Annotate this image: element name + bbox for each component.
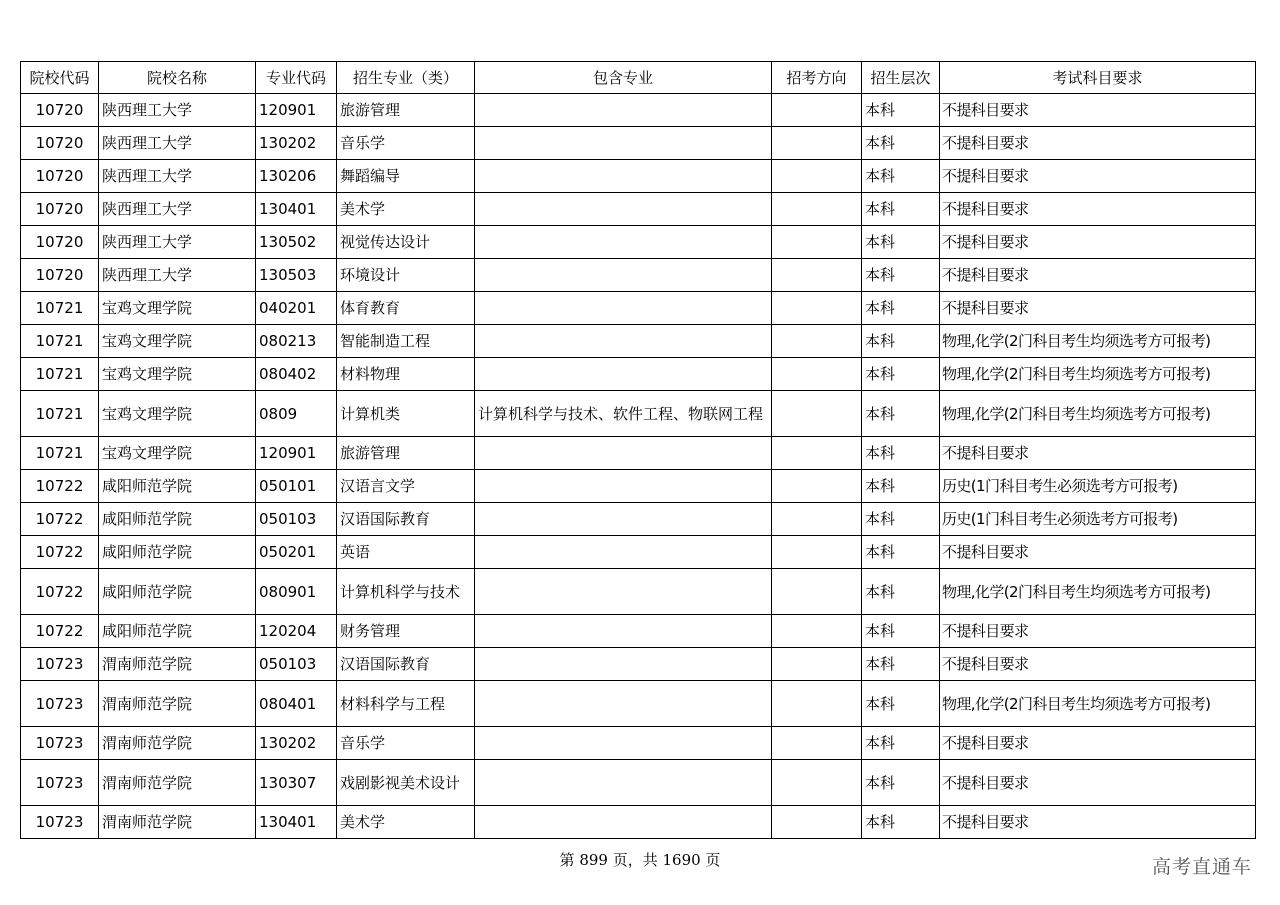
cell-school-name: 宝鸡文理学院: [99, 358, 256, 391]
header-level: 招生层次: [862, 62, 940, 94]
cell-direction: [772, 292, 862, 325]
cell-included-majors: [475, 358, 772, 391]
cell-direction: [772, 193, 862, 226]
cell-major-code: 130202: [256, 727, 337, 760]
cell-school-code: 10722: [21, 503, 99, 536]
cell-included-majors: [475, 325, 772, 358]
table-row: [21, 503, 1256, 536]
cell-subject-requirement: 不提科目要求: [940, 727, 1256, 760]
cell-level: 本科: [862, 127, 940, 160]
cell-school-code: 10722: [21, 536, 99, 569]
cell-major: 财务管理: [337, 615, 475, 648]
cell-subject-requirement: 物理,化学(2门科目考生均须选考方可报考): [940, 681, 1256, 727]
cell-included-majors: [475, 292, 772, 325]
cell-major: 智能制造工程: [337, 325, 475, 358]
cell-major: 材料科学与工程: [337, 681, 475, 727]
cell-school-code: 10720: [21, 160, 99, 193]
cell-school-code: 10723: [21, 648, 99, 681]
cell-major-code: 130502: [256, 226, 337, 259]
header-major: 招生专业（类）: [337, 62, 475, 94]
cell-included-majors: [475, 226, 772, 259]
cell-school-name: 陕西理工大学: [99, 127, 256, 160]
cell-direction: [772, 760, 862, 806]
cell-level: 本科: [862, 615, 940, 648]
cell-school-name: 渭南师范学院: [99, 760, 256, 806]
cell-direction: [772, 681, 862, 727]
cell-subject-requirement: 不提科目要求: [940, 437, 1256, 470]
cell-major-code: 040201: [256, 292, 337, 325]
cell-major-code: 050103: [256, 648, 337, 681]
cell-direction: [772, 615, 862, 648]
cell-major: 材料物理: [337, 358, 475, 391]
cell-level: 本科: [862, 94, 940, 127]
cell-direction: [772, 325, 862, 358]
table-row: [21, 292, 1256, 325]
header-major-code: 专业代码: [256, 62, 337, 94]
table-row: [21, 193, 1256, 226]
cell-school-code: 10722: [21, 615, 99, 648]
cell-included-majors: [475, 569, 772, 615]
cell-direction: [772, 358, 862, 391]
cell-school-name: 咸阳师范学院: [99, 569, 256, 615]
cell-direction: [772, 226, 862, 259]
cell-subject-requirement: 不提科目要求: [940, 259, 1256, 292]
cell-level: 本科: [862, 503, 940, 536]
cell-included-majors: [475, 760, 772, 806]
cell-school-code: 10720: [21, 127, 99, 160]
table-row: [21, 226, 1256, 259]
cell-school-name: 宝鸡文理学院: [99, 325, 256, 358]
table-row: [21, 325, 1256, 358]
cell-included-majors: [475, 127, 772, 160]
cell-level: 本科: [862, 292, 940, 325]
cell-major: 音乐学: [337, 727, 475, 760]
table-row: [21, 760, 1256, 806]
cell-school-name: 宝鸡文理学院: [99, 292, 256, 325]
cell-major-code: 050103: [256, 503, 337, 536]
watermark-logo-text: 高考直通车: [1151, 856, 1252, 878]
cell-school-code: 10723: [21, 681, 99, 727]
cell-major: 计算机科学与技术: [337, 569, 475, 615]
cell-school-code: 10721: [21, 325, 99, 358]
cell-school-name: 宝鸡文理学院: [99, 437, 256, 470]
cell-major: 英语: [337, 536, 475, 569]
cell-level: 本科: [862, 259, 940, 292]
cell-included-majors: [475, 681, 772, 727]
cell-major-code: 130307: [256, 760, 337, 806]
table-row: [21, 437, 1256, 470]
cell-major-code: 050201: [256, 536, 337, 569]
cell-subject-requirement: 不提科目要求: [940, 615, 1256, 648]
table-row: [21, 727, 1256, 760]
admissions-table: [20, 61, 1256, 839]
cell-direction: [772, 470, 862, 503]
cell-level: 本科: [862, 648, 940, 681]
cell-school-name: 宝鸡文理学院: [99, 391, 256, 437]
cell-included-majors: [475, 615, 772, 648]
cell-school-name: 陕西理工大学: [99, 94, 256, 127]
cell-level: 本科: [862, 727, 940, 760]
cell-major: 美术学: [337, 193, 475, 226]
cell-subject-requirement: 历史(1门科目考生必须选考方可报考): [940, 470, 1256, 503]
cell-subject-requirement: 不提科目要求: [940, 806, 1256, 839]
cell-level: 本科: [862, 226, 940, 259]
cell-subject-requirement: 不提科目要求: [940, 648, 1256, 681]
cell-major-code: 050101: [256, 470, 337, 503]
cell-major: 音乐学: [337, 127, 475, 160]
cell-major: 舞蹈编导: [337, 160, 475, 193]
cell-school-code: 10720: [21, 193, 99, 226]
cell-major-code: 120901: [256, 94, 337, 127]
cell-direction: [772, 437, 862, 470]
cell-major-code: 130206: [256, 160, 337, 193]
cell-subject-requirement: 物理,化学(2门科目考生均须选考方可报考): [940, 358, 1256, 391]
cell-subject-requirement: 不提科目要求: [940, 226, 1256, 259]
table-row: [21, 94, 1256, 127]
cell-major: 体育教育: [337, 292, 475, 325]
cell-level: 本科: [862, 325, 940, 358]
cell-subject-requirement: 不提科目要求: [940, 160, 1256, 193]
cell-school-name: 咸阳师范学院: [99, 470, 256, 503]
cell-level: 本科: [862, 358, 940, 391]
cell-subject-requirement: 物理,化学(2门科目考生均须选考方可报考): [940, 391, 1256, 437]
header-subject-requirement: 考试科目要求: [940, 62, 1256, 94]
cell-subject-requirement: 物理,化学(2门科目考生均须选考方可报考): [940, 569, 1256, 615]
cell-major: 汉语国际教育: [337, 503, 475, 536]
table-row: [21, 259, 1256, 292]
cell-level: 本科: [862, 760, 940, 806]
cell-level: 本科: [862, 160, 940, 193]
cell-school-code: 10721: [21, 437, 99, 470]
cell-direction: [772, 259, 862, 292]
cell-subject-requirement: 不提科目要求: [940, 127, 1256, 160]
cell-subject-requirement: 物理,化学(2门科目考生均须选考方可报考): [940, 325, 1256, 358]
cell-school-name: 陕西理工大学: [99, 193, 256, 226]
cell-major: 旅游管理: [337, 94, 475, 127]
cell-school-code: 10722: [21, 470, 99, 503]
cell-school-name: 咸阳师范学院: [99, 536, 256, 569]
cell-school-code: 10721: [21, 358, 99, 391]
cell-included-majors: [475, 727, 772, 760]
cell-school-name: 陕西理工大学: [99, 259, 256, 292]
cell-subject-requirement: 不提科目要求: [940, 536, 1256, 569]
cell-direction: [772, 503, 862, 536]
cell-included-majors: [475, 648, 772, 681]
cell-level: 本科: [862, 391, 940, 437]
header-direction: 招考方向: [772, 62, 862, 94]
cell-included-majors: [475, 94, 772, 127]
cell-major-code: 130401: [256, 806, 337, 839]
cell-major-code: 080401: [256, 681, 337, 727]
cell-school-code: 10720: [21, 94, 99, 127]
table-row: [21, 681, 1256, 727]
cell-level: 本科: [862, 681, 940, 727]
header-row: [21, 62, 1256, 94]
cell-school-name: 陕西理工大学: [99, 160, 256, 193]
cell-included-majors: [475, 193, 772, 226]
table-row: [21, 470, 1256, 503]
table-row: [21, 615, 1256, 648]
cell-major: 环境设计: [337, 259, 475, 292]
cell-subject-requirement: 不提科目要求: [940, 94, 1256, 127]
cell-direction: [772, 806, 862, 839]
cell-level: 本科: [862, 569, 940, 615]
header-included-majors: 包含专业: [475, 62, 772, 94]
cell-direction: [772, 536, 862, 569]
table-row: [21, 127, 1256, 160]
header-school-code: 院校代码: [21, 62, 99, 94]
cell-included-majors: 计算机科学与技术、软件工程、物联网工程: [475, 391, 772, 437]
cell-major-code: 130503: [256, 259, 337, 292]
cell-school-code: 10723: [21, 806, 99, 839]
cell-school-code: 10723: [21, 727, 99, 760]
cell-major: 美术学: [337, 806, 475, 839]
header-school-name: 院校名称: [99, 62, 256, 94]
cell-major-code: 130401: [256, 193, 337, 226]
page-number: 第 899 页，共 1690 页: [559, 851, 721, 869]
cell-major-code: 130202: [256, 127, 337, 160]
table-row: [21, 806, 1256, 839]
cell-subject-requirement: 不提科目要求: [940, 292, 1256, 325]
cell-major: 汉语国际教育: [337, 648, 475, 681]
cell-direction: [772, 391, 862, 437]
cell-major: 旅游管理: [337, 437, 475, 470]
cell-school-name: 渭南师范学院: [99, 681, 256, 727]
cell-included-majors: [475, 437, 772, 470]
cell-school-code: 10721: [21, 292, 99, 325]
cell-major-code: 080901: [256, 569, 337, 615]
cell-school-code: 10720: [21, 226, 99, 259]
cell-included-majors: [475, 503, 772, 536]
cell-school-code: 10721: [21, 391, 99, 437]
cell-major-code: 120901: [256, 437, 337, 470]
cell-school-name: 咸阳师范学院: [99, 503, 256, 536]
cell-school-code: 10723: [21, 760, 99, 806]
cell-included-majors: [475, 470, 772, 503]
cell-subject-requirement: 不提科目要求: [940, 760, 1256, 806]
cell-major-code: 0809: [256, 391, 337, 437]
cell-direction: [772, 648, 862, 681]
table-row: [21, 569, 1256, 615]
table-row: [21, 648, 1256, 681]
cell-school-code: 10722: [21, 569, 99, 615]
cell-major: 视觉传达设计: [337, 226, 475, 259]
table-row: [21, 160, 1256, 193]
cell-major-code: 080402: [256, 358, 337, 391]
cell-level: 本科: [862, 437, 940, 470]
table-row: [21, 391, 1256, 437]
table-row: [21, 358, 1256, 391]
cell-school-name: 咸阳师范学院: [99, 615, 256, 648]
cell-direction: [772, 160, 862, 193]
cell-level: 本科: [862, 536, 940, 569]
cell-major: 计算机类: [337, 391, 475, 437]
cell-included-majors: [475, 806, 772, 839]
cell-direction: [772, 127, 862, 160]
cell-school-code: 10720: [21, 259, 99, 292]
table-row: [21, 536, 1256, 569]
cell-school-name: 渭南师范学院: [99, 727, 256, 760]
cell-school-name: 渭南师范学院: [99, 806, 256, 839]
cell-included-majors: [475, 160, 772, 193]
cell-major-code: 080213: [256, 325, 337, 358]
cell-major-code: 120204: [256, 615, 337, 648]
cell-school-name: 渭南师范学院: [99, 648, 256, 681]
cell-subject-requirement: 历史(1门科目考生必须选考方可报考): [940, 503, 1256, 536]
cell-level: 本科: [862, 193, 940, 226]
cell-included-majors: [475, 259, 772, 292]
cell-direction: [772, 94, 862, 127]
cell-level: 本科: [862, 806, 940, 839]
cell-major: 汉语言文学: [337, 470, 475, 503]
cell-major: 戏剧影视美术设计: [337, 760, 475, 806]
cell-direction: [772, 727, 862, 760]
cell-level: 本科: [862, 470, 940, 503]
cell-direction: [772, 569, 862, 615]
cell-subject-requirement: 不提科目要求: [940, 193, 1256, 226]
cell-school-name: 陕西理工大学: [99, 226, 256, 259]
cell-included-majors: [475, 536, 772, 569]
